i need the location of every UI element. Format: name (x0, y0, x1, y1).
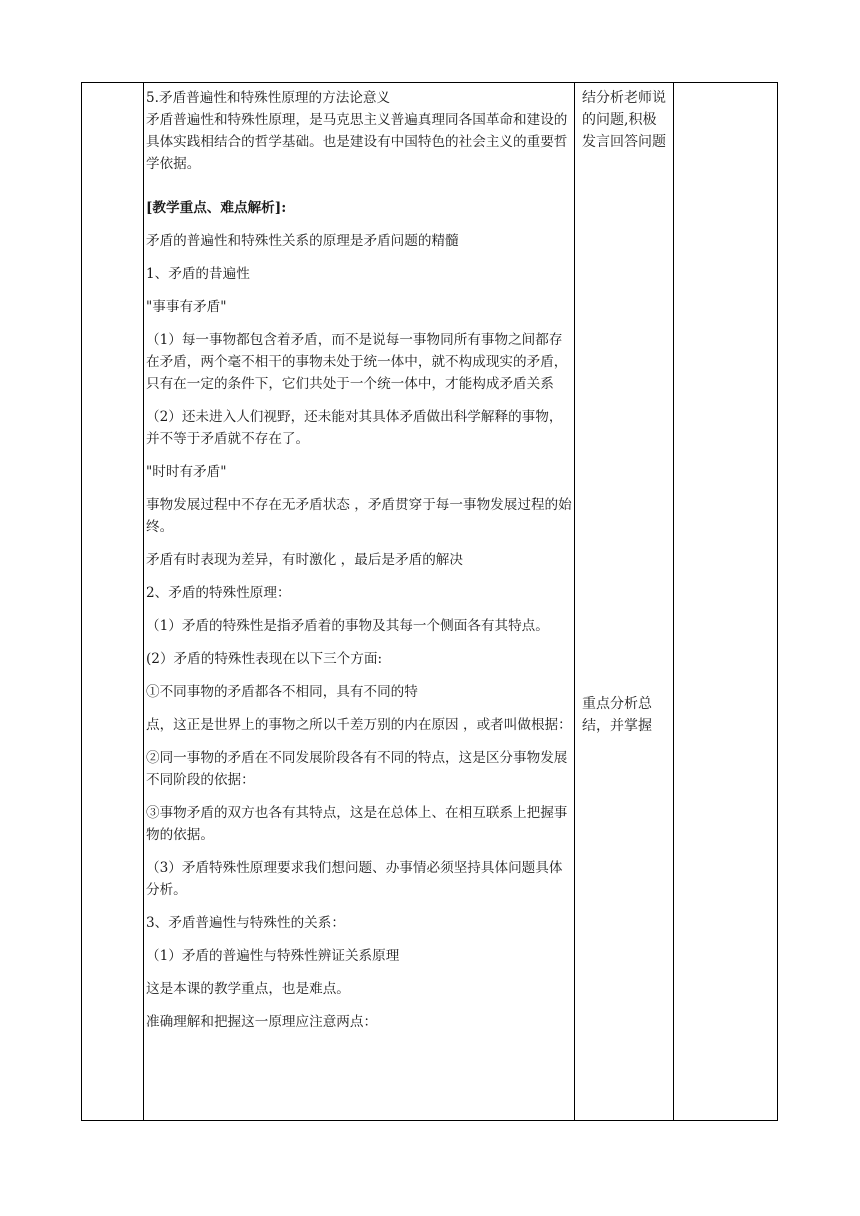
section-title: [教学重点、难点解析]: (146, 200, 287, 216)
paragraph: 矛盾的普遍性和特殊性关系的原理是矛盾问题的精髓 (146, 233, 459, 249)
intro-paragraph: 矛盾普遍性和特殊性原理，是马克思主义普遍真理同各国革命和建设的具体实践相结合的哲学基础。也是建设有中国特色的社会主义的重要哲学依据。 (146, 112, 568, 172)
paragraph: "时时有矛盾" (146, 464, 227, 480)
paragraph: （2）还未进入人们视野，还未能对其具体矛盾做出科学解释的事物，并不等于矛盾就不存在了。 (146, 409, 563, 447)
side-note-mid: 重点分析总结，并掌握 (582, 696, 652, 734)
paragraph: （3）矛盾特殊性原理要求我们想问题、办事情必须坚持具体问题具体分析。 (146, 860, 563, 898)
content-column (146, 87, 574, 1033)
paragraph: ①不同事物的矛盾都各不相同，具有不同的特 (146, 684, 418, 700)
side-note-top: 结分析老师说的问题,积极发言回答问题 (582, 90, 666, 150)
paragraph: ②同一事物的矛盾在不同发展阶段各有不同的特点，这是区分事物发展不同阶段的依据： (146, 750, 568, 788)
column-divider (574, 83, 575, 1120)
column-divider (673, 83, 674, 1120)
section-heading: 5.矛盾普遍性和特殊性原理的方法论意义 (146, 90, 391, 106)
paragraph: （1）每一事物都包含着矛盾，而不是说每一事物同所有事物之间都存在矛盾，两个毫不相干的事物未处于统一体中，就不构成现实的矛盾，只有在一定的条件下，它们共处于一个统一体中，才能构成矛盾关系 (146, 332, 568, 392)
paragraph: （1）矛盾的普遍性与特殊性辨证关系原理 (146, 948, 400, 964)
paragraph: 2、矛盾的特殊性原理： (146, 585, 291, 601)
paragraph: （1）矛盾的特殊性是指矛盾着的事物及其每一个侧面各有其特点。 (146, 618, 549, 634)
lesson-table (81, 82, 778, 1121)
paragraph: 1、矛盾的昔遍性 (146, 266, 250, 282)
paragraph: 准确理解和把握这一原理应注意两点： (146, 1014, 378, 1030)
paragraph: 矛盾有时表现为差异，有时激化 ，最后是矛盾的解决 (146, 552, 463, 568)
paragraph: 这是本课的教学重点，也是难点。 (146, 981, 350, 997)
column-divider (143, 83, 144, 1120)
paragraph: 事物发展过程中不存在无矛盾状态 ，矛盾贯穿于每一事物发展过程的始终。 (146, 497, 572, 535)
paragraph: 点，这正是世界上的事物之所以千差万别的内在原因 ，或者叫做根据： (146, 717, 572, 733)
paragraph: ③事物矛盾的双方也各有其特点，这是在总体上、在相互联系上把握事物的依据。 (146, 805, 568, 843)
paragraph: "事事有矛盾" (146, 299, 227, 315)
paragraph: (2）矛盾的特殊性表现在以下三个方面: (146, 651, 383, 667)
paragraph: 3、矛盾普遍性与特殊性的关系： (146, 915, 345, 931)
